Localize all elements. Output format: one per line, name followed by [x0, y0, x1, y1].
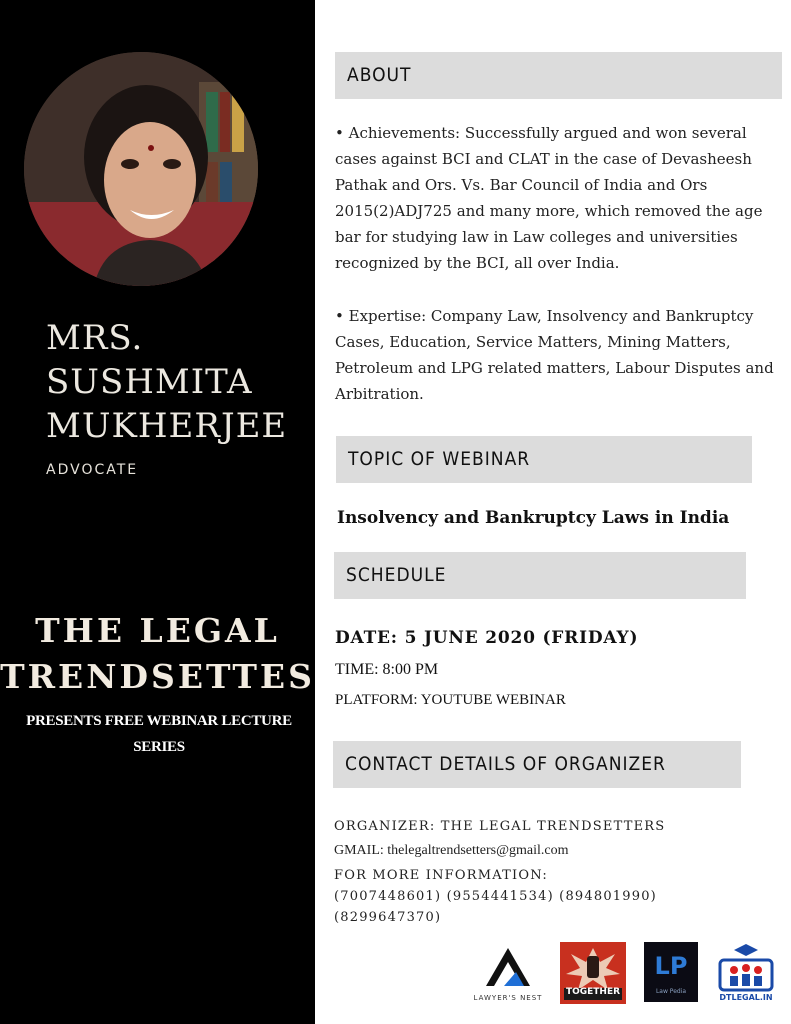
left-panel: [0, 0, 315, 1024]
schedule-time: TIME: 8:00 PM: [335, 661, 439, 678]
schedule-heading: SCHEDULE: [334, 552, 746, 599]
together-label: TOGETHER: [565, 987, 621, 997]
contact-phones-line-1[interactable]: (7007448601) (9554441534) (894801990): [334, 889, 657, 904]
law-pedia-logo: [644, 942, 698, 1002]
speaker-photo: [24, 52, 258, 286]
speaker-name: [46, 316, 287, 448]
about-heading: ABOUT: [335, 52, 782, 99]
contact-organizer: ORGANIZER: THE LEGAL TRENDSETTERS: [334, 819, 666, 834]
organizer-title: [0, 608, 315, 700]
topic-heading: TOPIC OF WEBINAR: [336, 436, 752, 483]
law-pedia-mark: LP: [654, 952, 688, 980]
organizer-title-line-1: THE LEGAL: [35, 611, 280, 650]
lawyers-nest-label: LAWYER'S NEST: [473, 994, 543, 1002]
together-logo: [560, 942, 626, 1004]
contact-heading: CONTACT DETAILS OF ORGANIZER: [333, 741, 741, 788]
law-pedia-caption: Law Pedia: [655, 988, 687, 995]
speaker-name-line-1: MRS.: [46, 318, 144, 358]
topic-text: Insolvency and Bankruptcy Laws in India: [337, 508, 730, 528]
speaker-name-line-3: MUKHERJEE: [46, 406, 288, 446]
contact-gmail[interactable]: GMAIL: thelegaltrendsetters@gmail.com: [334, 843, 569, 858]
about-expertise: • Expertise: Company Law, Insolvency and Bankruptcy Cases, Education, Service Matters, Mining Matters, Petroleum and LPG related matters, Labour Disputes and Arbitration.: [335, 307, 774, 403]
schedule-platform: PLATFORM: YOUTUBE WEBINAR: [335, 692, 566, 708]
schedule-date: DATE: 5 JUNE 2020 (FRIDAY): [335, 628, 639, 648]
dtlegal-logo: [714, 940, 778, 1006]
speaker-name-line-2: SUSHMITA: [46, 362, 253, 402]
contact-phones-line-2[interactable]: (8299647370): [334, 910, 442, 925]
organizer-title-line-2: TRENDSETTES: [0, 657, 315, 696]
about-achievements: • Achievements: Successfully argued and won several cases against BCI and CLAT in the case of Devasheesh Pathak and Ors. Vs. Bar Council of India and Ors 2015(2)ADJ725 and many more, which removed the age bar for studying law in Law colleges and universities recognized by the BCI, all over India.: [335, 124, 763, 272]
speaker-role: ADVOCATE: [46, 462, 139, 478]
dtlegal-label: DTLEGAL.IN: [719, 993, 773, 1002]
contact-more-info: FOR MORE INFORMATION:: [334, 868, 548, 883]
organizer-subtitle: PRESENTS FREE WEBINAR LECTURE SERIES: [26, 713, 292, 755]
lawyers-nest-logo: [468, 940, 548, 1006]
